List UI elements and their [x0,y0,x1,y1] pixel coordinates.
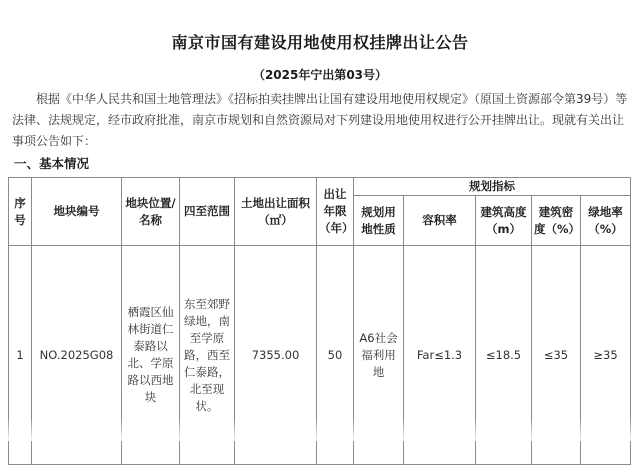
cell-density: ≤35 [532,246,581,465]
document-number: （2025年宁出第03号） [252,68,388,82]
cell-plot-no: NO.2025G08 [32,246,122,465]
land-parcel-table [8,177,631,465]
cell-far: Far≤1.3 [404,246,476,465]
cell-area: 7355.00 [235,246,317,465]
col-header-seq: 序号 [9,178,32,246]
intro-paragraph: 根据《中华人民共和国土地管理法》《招标拍卖挂牌出让国有建设用地使用权规定》（原国土资源部令第39号）等法律、法规规定，经市政府批准，南京市规划和自然资源局对下列建设用地使用权进行公开挂牌出让。现就有关出让事项公告如下： [12,92,628,148]
cell-location: 栖霞区仙林街道仁泰路以北、学原路以西地块 [122,246,180,465]
header-row-1 [9,178,631,196]
col-header-planning-group: 规划指标 [354,178,631,196]
cell-term: 50 [317,246,354,465]
cell-green: ≥35 [581,246,631,465]
col-header-term: 出让年限（年） [317,178,354,246]
col-header-use: 规划用地性质 [354,196,404,246]
page-title: 南京市国有建设用地使用权挂牌出让公告 [171,33,469,52]
col-header-density: 建筑密度（%） [532,196,581,246]
col-header-area: 土地出让面积（㎡） [235,178,317,246]
col-header-height: 建筑高度（m） [476,196,532,246]
table-row [9,246,631,465]
col-header-boundary: 四至范围 [180,178,235,246]
cell-seq: 1 [9,246,32,465]
col-header-location: 地块位置/名称 [122,178,180,246]
section-heading: 一、基本情况 [14,156,90,171]
cell-use: A6社会福利用地 [354,246,404,465]
col-header-far: 容积率 [404,196,476,246]
col-header-green: 绿地率（%） [581,196,631,246]
col-header-plot-no: 地块编号 [32,178,122,246]
cell-boundary: 东至郊野绿地，南至学原路，西至仁泰路，北至现状。 [180,246,235,465]
cell-height: ≤18.5 [476,246,532,465]
